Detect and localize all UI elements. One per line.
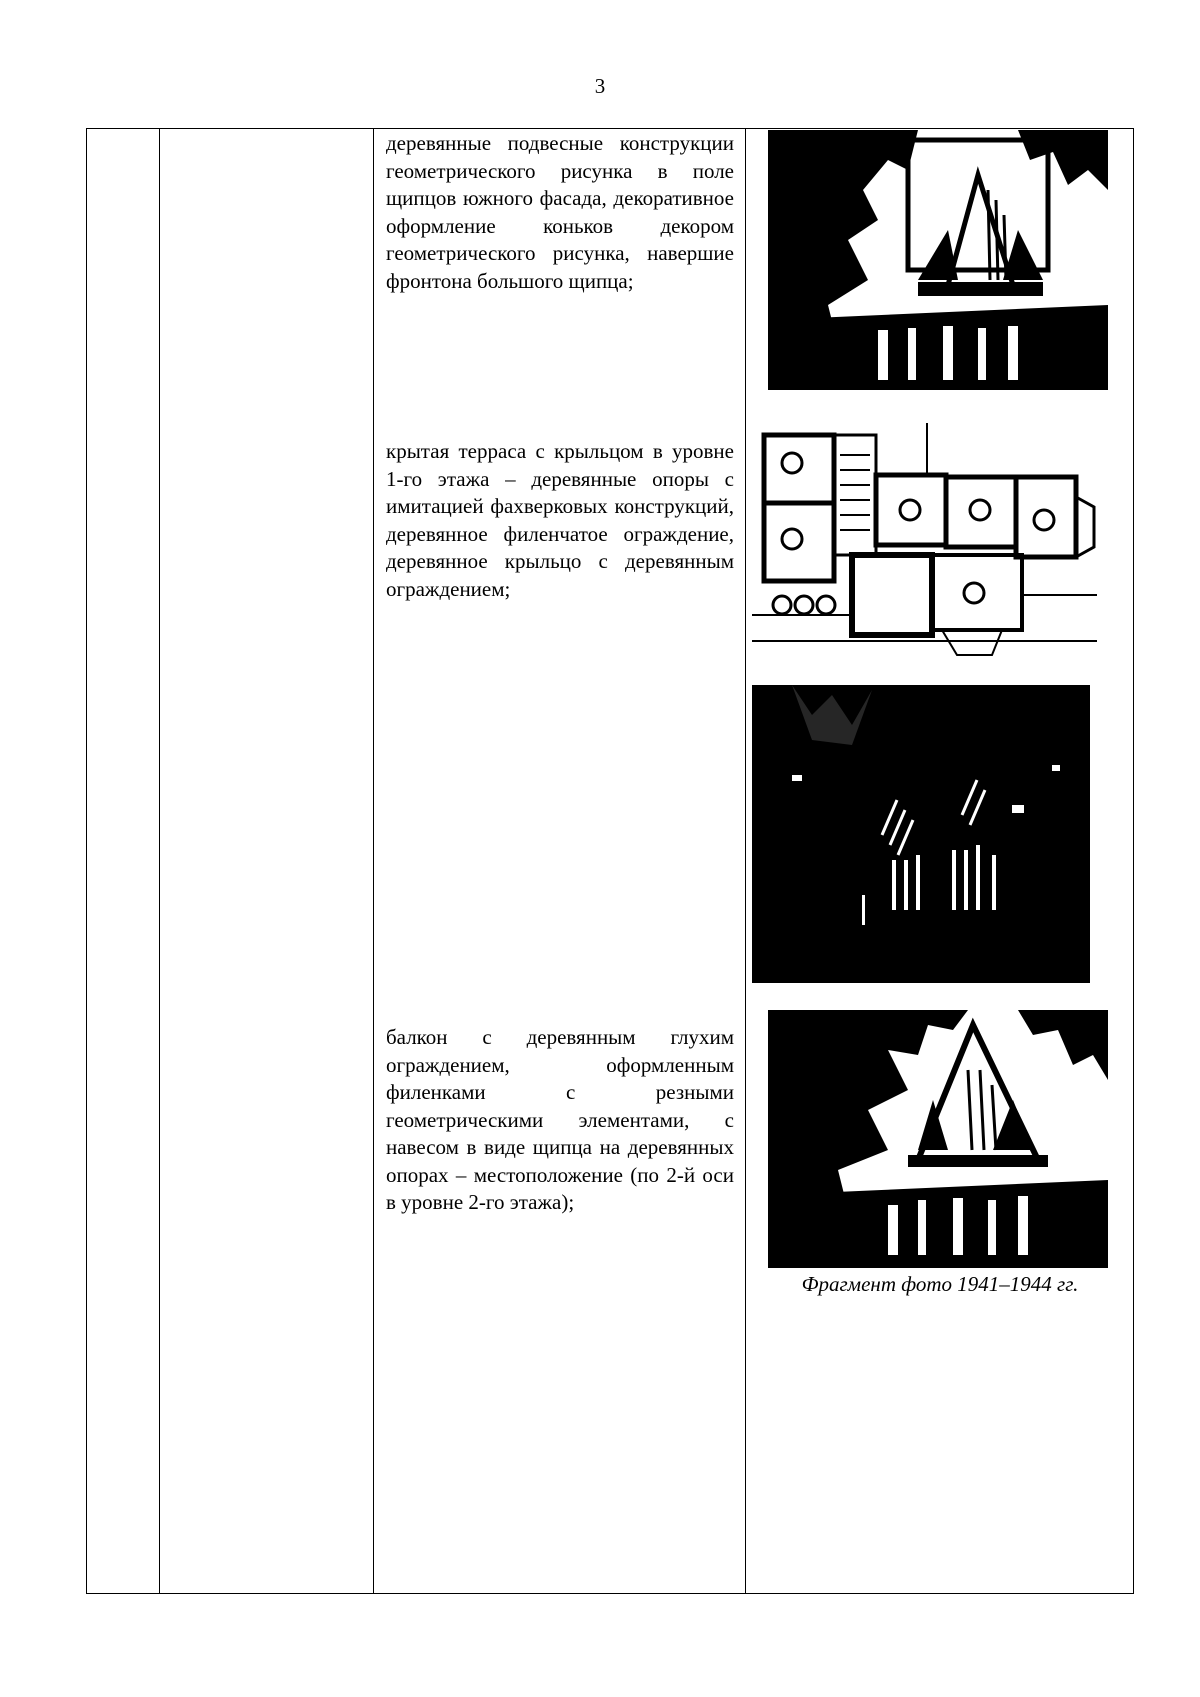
column-divider [159,129,160,1593]
page-number: 3 [594,74,606,98]
description-terrace: крытая терраса с крыльцом в уровне 1-го этажа – деревянные опоры с имитацией фахверковых конструкций, деревянное филенчатое ограждение, деревянное крыльцо с деревянным ограждением; [386,439,734,601]
south-facade-photo [768,130,1108,390]
floor-plan-drawing [752,415,1097,660]
description-gables: деревянные подвесные конструкции геометрического рисунка в поле щипцов южного фасада, декоративное оформление коньков декором геометрического рисунка, навершие фронтона большого щипца; [386,131,734,293]
historic-photo-fragment [768,1010,1108,1268]
description-balcony: балкон с деревянным глухим ограждением, оформленным филенками с резными геометрическими элементами, с навесом в виде щипца на деревянных опорах – местоположение (по 2-й оси в уровне 2-го этажа); [386,1025,734,1214]
house-dark-photo [752,685,1090,983]
column-divider [745,129,746,1593]
column-divider [373,129,374,1593]
figure-caption: Фрагмент фото 1941–1944 гг. [801,1272,1079,1296]
